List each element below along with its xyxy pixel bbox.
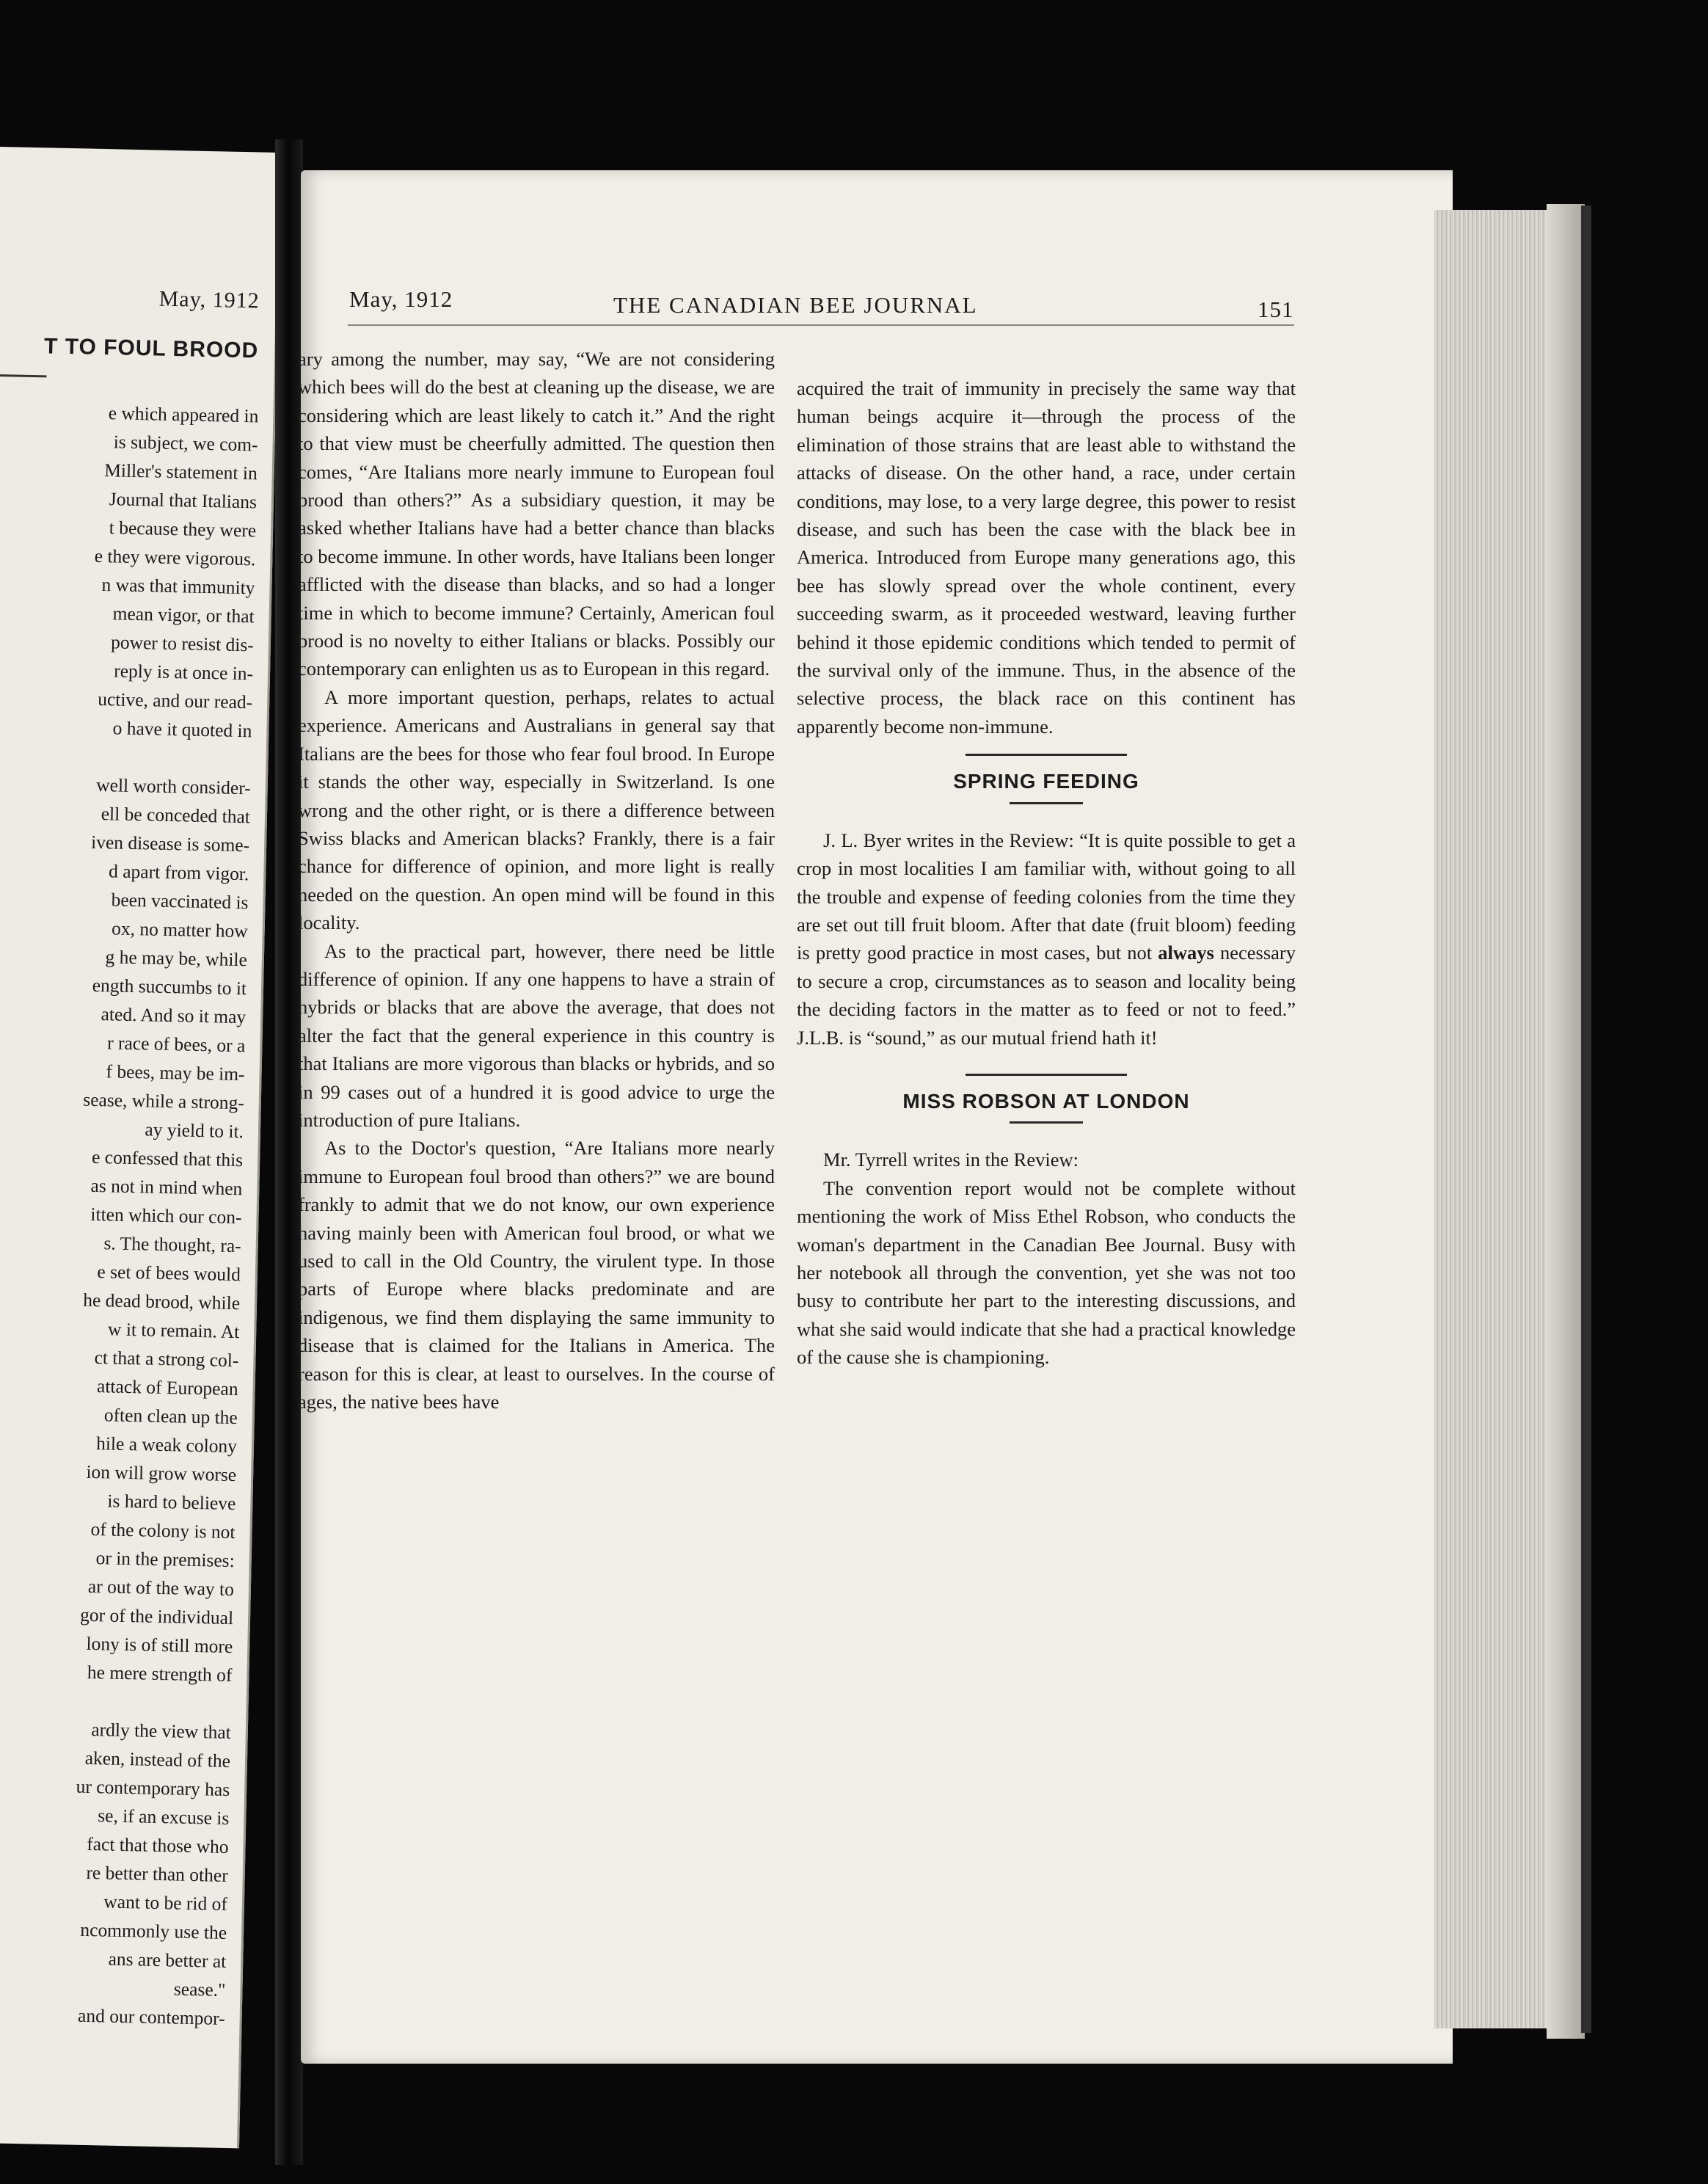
text-line: ength succumbs to it [92, 974, 247, 1000]
text-line: f bees, may be im- [106, 1060, 245, 1085]
paragraph: acquired the trait of immunity in precisely the same way that human beings acquire it—through the process of the elimination of those strains that are least able to withstand the attacks of disease. On the other hand, a race, under certain conditions, may lose, to a very large degree, this power to resist disease, and such has been the case with the black bee in America. Introduced from Europe many generations ago, this bee has slowly spread over the whole continent, every succeeding swarm, as it proceeded westward, leaving further behind it those epidemic conditions which tended to permit of the survival only of the immune. Thus, in the absence of the selective process, the black race on this continent has apparently become non-immune. [797, 377, 1296, 738]
text-line: of the colony is not [90, 1518, 236, 1543]
text-line: attack of European [96, 1375, 238, 1400]
text-line: as not in mind when [90, 1174, 243, 1200]
text-line: and our contempor- [77, 2004, 225, 2029]
text-line: well worth consider- [96, 774, 252, 799]
text-line: g he may be, while [105, 946, 248, 971]
section-heading-miss-robson: MISS ROBSON AT LONDON [902, 1089, 1190, 1113]
text-line: se, if an excuse is [97, 1805, 230, 1830]
text-line: gor of the individual [79, 1604, 234, 1629]
text-line: sease." [173, 1978, 226, 2001]
text-line: re better than other [86, 1861, 229, 1887]
left-page-text [0, 396, 259, 2033]
text-line: Journal that Italians [109, 488, 258, 513]
text-line: sease, while a strong- [83, 1088, 245, 1114]
text-line: power to resist dis- [110, 631, 255, 656]
text-line: n was that immunity [101, 574, 255, 599]
heading-underline [1010, 802, 1083, 804]
text-line: want to be rid of [103, 1890, 228, 1915]
text-line: is hard to believe [107, 1490, 236, 1515]
page-header [349, 286, 1303, 322]
text-line: o have it quoted in [112, 717, 252, 742]
paragraph: ary among the number, may say, “We are not considering which bees will do the best at cleaning up the disease, we are considering which are least likely to catch it.” And the right to that view must be cheerfully admitted. The question then comes, “Are Italians more nearly immune to European foul brood than others?” As a subsidiary question, it may be asked whether Italians have had a better chance than blacks to become immune. In other words, have Italians been longer afflicted with the disease than blacks, and so had a longer time in which to become immune? Certainly, American foul brood is no novelty to either Italians or blacks. Possibly our contemporary can enlighten us as to European in this regard. [298, 348, 775, 680]
text-line: reply is at once in- [113, 660, 254, 685]
text-line: ox, no matter how [111, 917, 248, 942]
bold-word: always [1158, 942, 1214, 964]
paragraph: As to the practical part, however, there need be little difference of opinion. If any one happens to have a strain of hybrids or blacks that are above the average, that does not alter the fact that the general experience in this country is that Italians are more vigorous than blacks or hybrids, and so in 99 cases out of a hundred it is good advice to urge the introduction of pure Italians. [298, 939, 775, 1131]
text-line: Miller's statement in [103, 459, 258, 484]
section-divider [966, 754, 1127, 756]
text-line: e set of bees would [97, 1261, 241, 1286]
text-line: r race of bees, or a [106, 1032, 246, 1057]
paragraph: The convention report would not be complete without mentioning the work of Miss Ethel Robson, who conducts the woman's department in the Canadian Bee Journal. Busy with her notebook all through the convention, yet she was not too busy to contribute her part to the interesting discussions, and what she said would indicate that she had a practical knowledge of the cause she is championing. [797, 1176, 1296, 1369]
line-gap [0, 1684, 232, 1719]
paragraph: A more important question, perhaps, relates to actual experience. Americans and Australians in general say that Italians are the bees for those who fear foul brood. In Europe it stands the other way, especially in Switzerland. Is one wrong and the other right, or is there a difference between Swiss blacks and American blacks? Frankly, there is a fair chance for difference of opinion, and more light is really needed on the question. An open mind will be found in this locality. [298, 685, 775, 934]
text-line: w it to remain. At [107, 1318, 240, 1343]
section-heading-spring-feeding: SPRING FEEDING [953, 770, 1139, 793]
text-line: mean vigor, or that [112, 603, 255, 627]
journal-title: THE CANADIAN BEE JOURNAL [613, 292, 978, 318]
left-column [298, 345, 775, 1416]
text-line: ur contemporary has [76, 1775, 230, 1801]
text-line: s. The thought, ra- [103, 1232, 242, 1257]
text-line: he dead brood, while [82, 1289, 241, 1314]
text-line: been vaccinated is [111, 889, 249, 914]
text-line: iven disease is some- [90, 831, 250, 856]
text-line: ay yield to it. [145, 1118, 244, 1143]
text-line: fact that those who [86, 1832, 229, 1858]
text-line: ardly the view that [91, 1719, 232, 1744]
text-line: t because they were [109, 517, 257, 542]
text-line: hile a weak colony [95, 1433, 238, 1457]
paragraph [797, 826, 1296, 1052]
left-page-header-date: May, 1912 [158, 286, 260, 313]
text-line: itten which our con- [90, 1203, 242, 1228]
paragraph-text: J. L. Byer writes in the Review: “It is quite possible to get a crop in most localities I am familiar with, without going to all the trouble and expense of feeding colonies from the time they are set out till fruit bloom. After that date (fruit bloom) feeding is pretty good practice in most cases, but not [797, 829, 1296, 964]
text-line: or in the premises: [95, 1547, 236, 1572]
heading-underline [1010, 1121, 1083, 1124]
text-line: aken, instead of the [84, 1747, 231, 1772]
paragraph: Mr. Tyrrell writes in the Review: [823, 1149, 1079, 1171]
text-line: ar out of the way to [87, 1575, 235, 1601]
header-date: May, 1912 [349, 286, 453, 312]
binding-edge [1581, 205, 1591, 2033]
text-line: lony is of still more [86, 1632, 233, 1658]
left-page-article-title: T TO FOUL BROOD [43, 334, 259, 363]
text-line: e which appeared in [108, 402, 259, 427]
text-line: ion will grow worse [86, 1460, 237, 1486]
left-title-rule [0, 374, 46, 377]
section-divider [966, 1074, 1127, 1076]
text-line: he mere strength of [87, 1661, 233, 1686]
left-page [0, 147, 281, 2148]
text-line: ated. And so it may [101, 1003, 247, 1028]
text-line: ct that a strong col- [94, 1347, 239, 1372]
cover-edge [1547, 204, 1585, 2039]
paragraph-text: necessary to secure a crop, circumstances as to season and locality being the deciding factors in the matter as to feed or not to feed.” J.L.B. is “sound,” as our mutual friend hath it! [797, 942, 1296, 1049]
text-line: often clean up the [103, 1404, 238, 1429]
text-line: ans are better at [108, 1948, 227, 1972]
page-number: 151 [1258, 296, 1294, 322]
right-column [797, 374, 1296, 1372]
text-line: ell be conceded that [101, 803, 251, 828]
header-rule [348, 324, 1294, 326]
text-line: ncommonly use the [80, 1918, 227, 1944]
text-line: is subject, we com- [113, 431, 258, 456]
text-line: e confessed that this [91, 1146, 244, 1171]
paragraph: As to the Doctor's question, “Are Italians more nearly immune to European foul brood than others?” we are bound frankly to admit that we do not know, our own experience having mainly been with American foul brood, or what we used to call in the Old Country, the virulent type. In those parts of Europe where blacks predominate and are indigenous, we find them displaying the same immunity to disease that is claimed for the Italians in America. The reason for this is clear, at least to ourselves. In the course of ages, the native bees have [298, 1137, 775, 1413]
text-line: e they were vigorous. [94, 545, 256, 570]
text-line: d apart from vigor. [108, 860, 249, 885]
text-line: uctive, and our read- [97, 688, 253, 713]
